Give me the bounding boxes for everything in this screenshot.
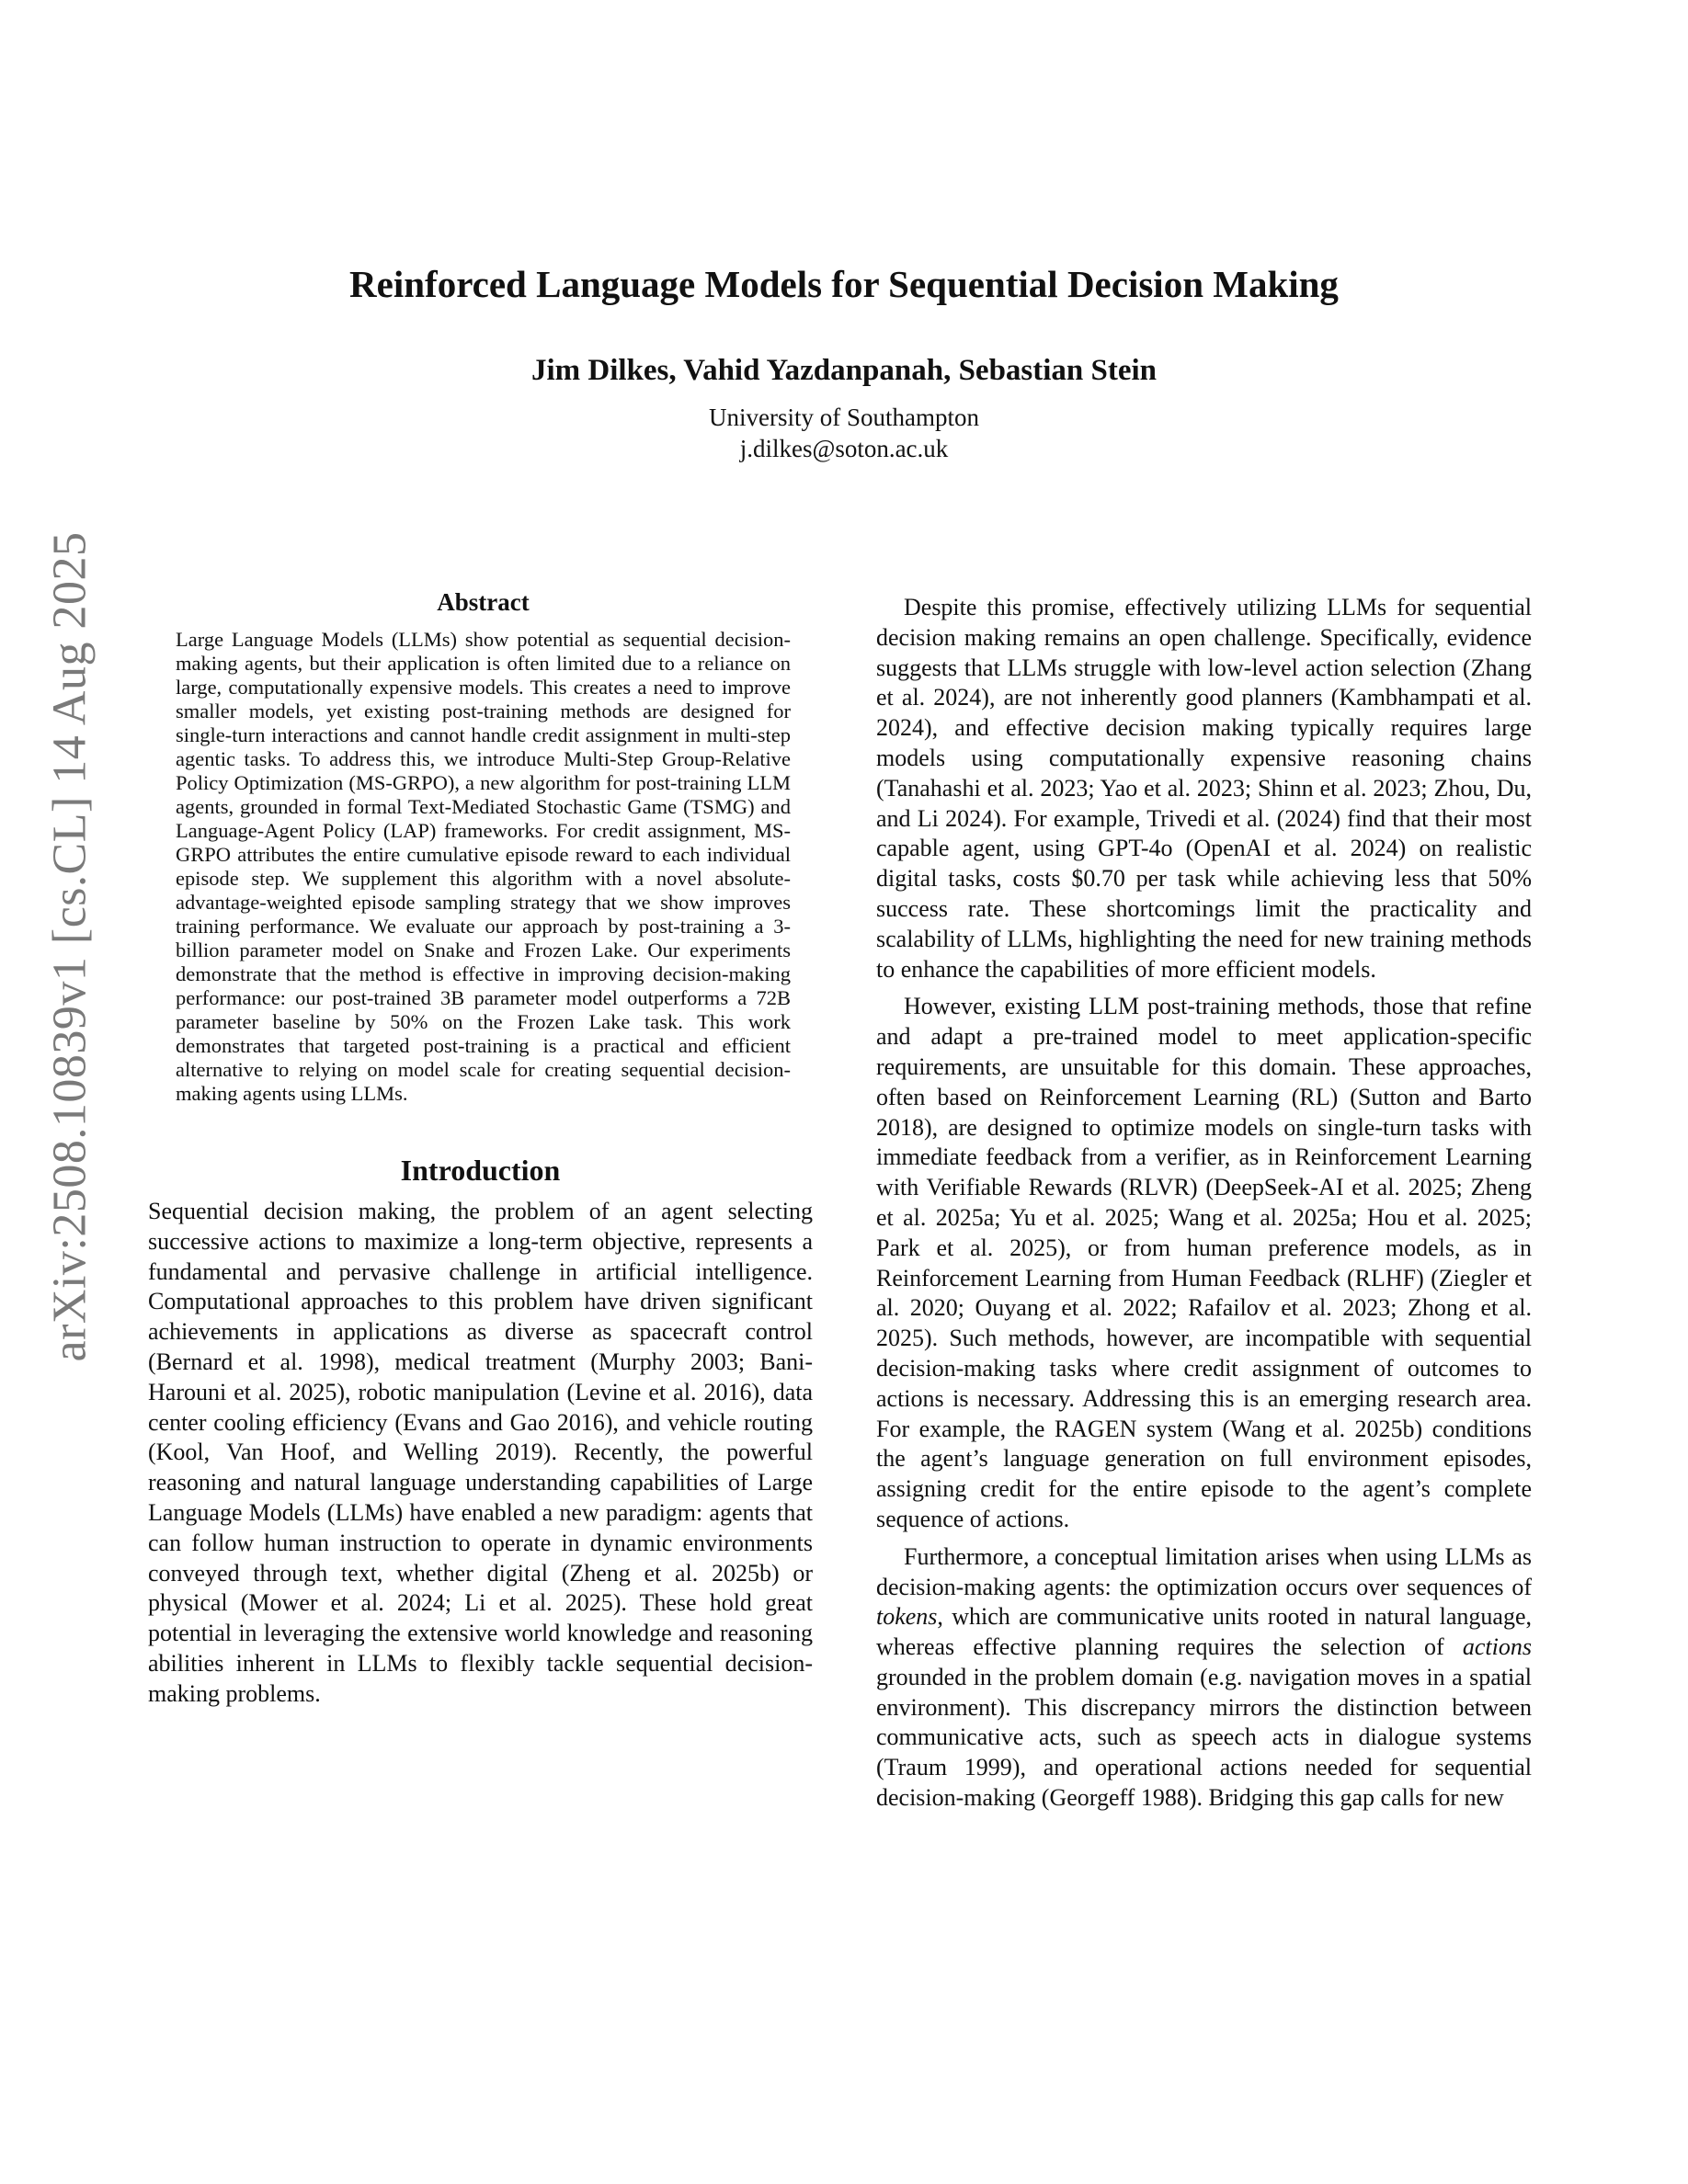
intro-paragraph-4-part-c: grounded in the problem domain (e.g. navigation moves in a spatial environment). This discrepancy mirrors the distinction between communicative acts, such as speech acts in dialogue systems (Traum 1999), and operational actions needed for sequential decision-making (Georgeff 1988). Bridging this gap calls for new: [876, 1663, 1532, 1812]
left-column: [148, 588, 813, 1710]
intro-paragraph-4-part-a: Furthermore, a conceptual limitation arises when using LLMs as decision-making agents: the optimization occurs over sequences of: [876, 1542, 1532, 1600]
paper-title: Reinforced Language Models for Sequential Decision Making: [349, 263, 1339, 305]
intro-paragraph-4: [876, 1542, 1532, 1814]
arxiv-identifier-text: arXiv:2508.10839v1 [cs.CL] 14 Aug 2025: [43, 531, 97, 1362]
affiliation-block: [0, 402, 1688, 464]
term-tokens: tokens: [876, 1603, 938, 1631]
abstract-section: [176, 588, 791, 1106]
abstract-heading: Abstract: [437, 588, 530, 616]
right-column: [876, 593, 1532, 1814]
intro-paragraph-1: Sequential decision making, the problem of an agent selecting successive actions to maximize a long-term objective, represents a fundamental and pervasive challenge in artificial intelligence. Computational approaches to this problem have driven significant achievements in applications as diverse as spacecraft control (Bernard et al. 1998), medical treatment (Murphy 2003; Bani-Harouni et al. 2025), robotic manipulation (Levine et al. 2016), data center cooling efficiency (Evans and Gao 2016), and vehicle routing (Kool, Van Hoof, and Welling 2019). Recently, the powerful reasoning and natural language understanding capabilities of Large Language Models (LLMs) have enabled a new paradigm: agents that can follow human instruction to operate in dynamic environments conveyed through text, whether digital (Zheng et al. 2025b) or physical (Mower et al. 2024; Li et al. 2025). These hold great potential in leveraging the extensive world knowledge and reasoning abilities inherent in LLMs to flexibly tackle sequential decision-making problems.: [148, 1198, 813, 1707]
arxiv-identifier: [24, 531, 116, 1362]
intro-paragraph-2: Despite this promise, effectively utilizing LLMs for sequential decision making remains an open challenge. Specifically, evidence suggests that LLMs struggle with low-level action selection (Zhang et al. 2024), are not inherently good planners (Kambhampati et al. 2024), and effective decision making typically requires large models using computationally expensive reasoning chains (Tanahashi et al. 2023; Yao et al. 2023; Shinn et al. 2023; Zhou, Du, and Li 2024). For example, Trivedi et al. (2024) find that their most capable agent, using GPT-4o (OpenAI et al. 2024) on realistic digital tasks, costs $0.70 per task while achieving less that 50% success rate. These shortcomings limit the practicality and scalability of LLMs, highlighting the need for new training methods to enhance the capabilities of more efficient models.: [876, 594, 1532, 983]
intro-paragraph-3: However, existing LLM post-training methods, those that refine and adapt a pre-trained model to meet application-specific requirements, are unsuitable for this domain. These approaches, often based on Reinforcement Learning (RL) (Sutton and Barto 2018), are designed to optimize models on single-turn tasks with immediate feedback from a verifier, as in Reinforcement Learning with Verifiable Rewards (RLVR) (DeepSeek-AI et al. 2025; Zheng et al. 2025a; Yu et al. 2025; Wang et al. 2025a; Hou et al. 2025; Park et al. 2025), or from human preference models, as in Reinforcement Learning from Human Feedback (RLHF) (Ziegler et al. 2020; Ouyang et al. 2022; Rafailov et al. 2023; Zhong et al. 2025). Such methods, however, are incompatible with sequential decision-making tasks where credit assignment of outcomes to actions is necessary. Addressing this is an emerging research area. For example, the RAGEN system (Wang et al. 2025b) conditions the agent’s language generation on full environment episodes, assigning credit for the entire episode to the agent’s complete sequence of actions.: [876, 993, 1532, 1532]
contact-email: j.dilkes@soton.ac.uk: [739, 435, 949, 462]
intro-paragraph-4-part-b: , which are communicative units rooted in natural language, whereas effective planning requires the selection of: [876, 1603, 1532, 1661]
term-actions: actions: [1462, 1633, 1532, 1661]
introduction-heading: Introduction: [400, 1154, 561, 1187]
author-list: Jim Dilkes, Vahid Yazdanpanah, Sebastian Stein: [530, 354, 1158, 387]
affiliation: University of Southampton: [709, 404, 979, 431]
abstract-text: Large Language Models (LLMs) show potential as sequential decision-making agents, but their application is often limited due to a reliance on large, computationally expensive models. This creates a need to improve smaller models, yet existing post-training methods are designed for single-turn interactions and cannot handle credit assignment in multi-step agentic tasks. To address this, we introduce Multi-Step Group-Relative Policy Optimization (MS-GRPO), a new algorithm for post-training LLM agents, grounded in formal Text-Mediated Stochastic Game (TSMG) and Language-Agent Policy (LAP) frameworks. For credit assignment, MS-GRPO attributes the entire cumulative episode reward to each individual episode step. We supplement this algorithm with a novel absolute-advantage-weighted episode sampling strategy that we show improves training performance. We evaluate our approach by post-training a 3-billion parameter model on Snake and Frozen Lake. Our experiments demonstrate that the method is effective in improving decision-making performance: our post-trained 3B parameter model outperforms a 72B parameter baseline by 50% on the Frozen Lake task. This work demonstrates that targeted post-training is a practical and efficient alternative to relying on model scale for creating sequential decision-making agents using LLMs.: [176, 628, 791, 1105]
